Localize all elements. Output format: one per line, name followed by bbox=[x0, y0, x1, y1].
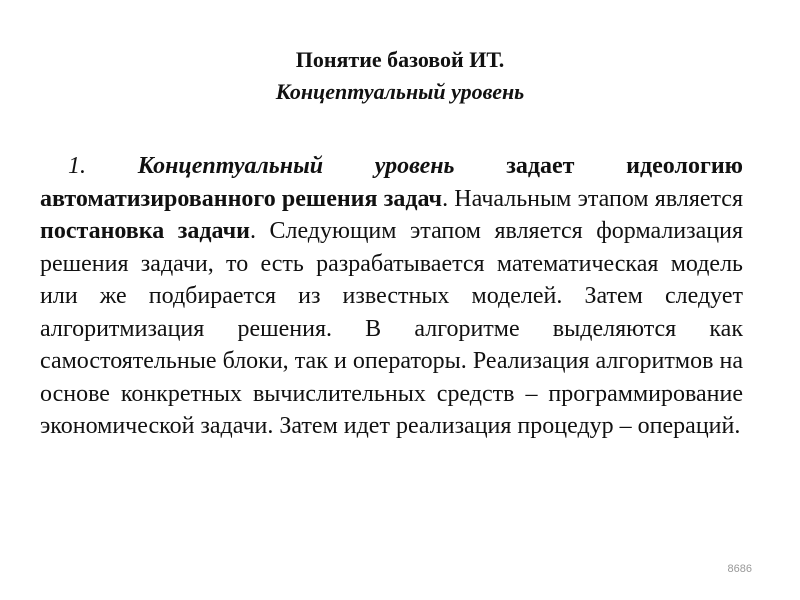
body-paragraph bbox=[40, 150, 743, 443]
slide-title bbox=[0, 44, 800, 108]
title-line-1: Понятие базовой ИТ. bbox=[295, 47, 505, 72]
paragraph-bold-2: постановка задачи bbox=[40, 218, 250, 244]
paragraph-bold-1: задает идеологию автоматизированного решения задач bbox=[40, 153, 744, 212]
paragraph-text-1: . Начальным этапом является bbox=[442, 185, 743, 212]
page-number: 8686 bbox=[727, 563, 752, 575]
paragraph-text-2: . Следующим этапом является формализация решения задачи, то есть разрабатывается математическая модель или же подбирается из известных моделей. Затем следует алгоритмизация решения. В алгоритме выделяются как самостоятельные блоки, так и операторы. Реализация алгоритмов на основе конкретных вычислительных средств – программирование экономической задачи. Затем идет реализация процедур – операций. bbox=[40, 218, 744, 439]
paragraph-number: 1. bbox=[68, 153, 86, 179]
title-line-2: Концептуальный уровень bbox=[275, 79, 525, 104]
paragraph-term: Концептуальный уровень bbox=[137, 153, 455, 179]
